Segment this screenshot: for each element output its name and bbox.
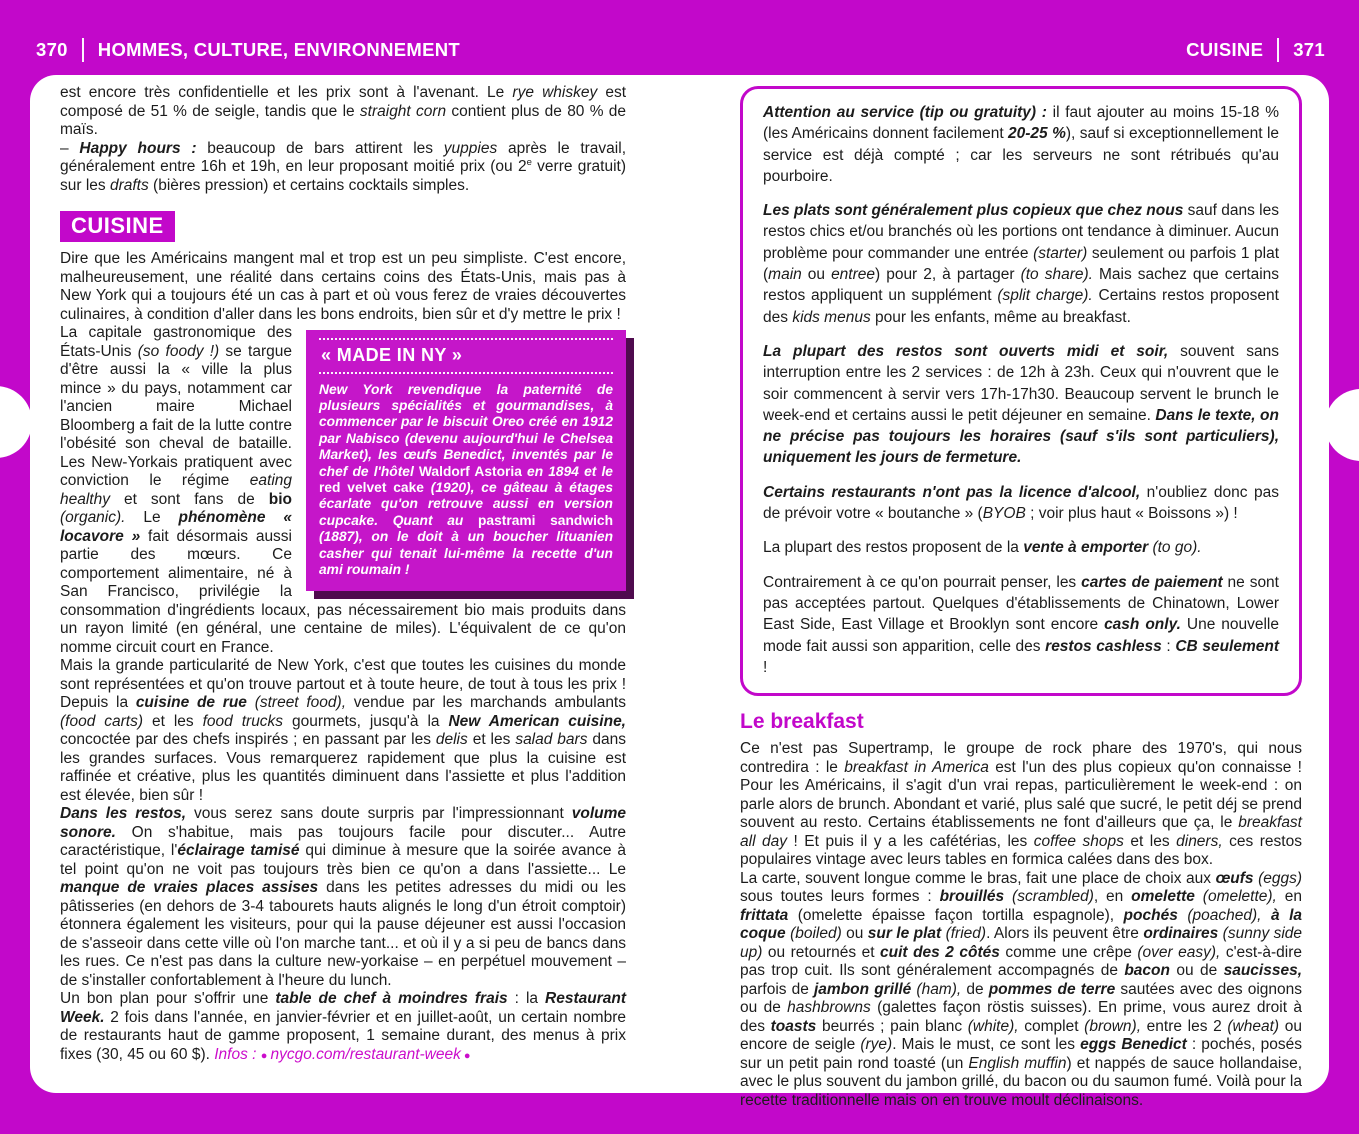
text-run: . Mais le must, ce sont les [892,1036,1081,1054]
made-in-ny-body [319,382,613,579]
text-run: : pochés, posés sur un petit pain rond toasté (un [740,1036,1302,1072]
header-divider [1277,38,1279,62]
paragraph [60,250,626,324]
text-run: 20-25 % [1008,125,1066,143]
text-run: pommes de terre [988,980,1116,998]
text-run: éclairage tamisé [177,842,300,859]
text-run: et les [467,731,516,748]
text-run: bio [268,490,292,508]
text-run: (wheat) [1227,1017,1280,1035]
text-run: La capitale gastronomique des États-Unis [60,324,292,360]
text-run: vente à emporter [1023,539,1149,557]
paragraph [763,341,1279,469]
text-run: (1920), ce gâteau à étages écarlate qu'on retrouve aussi en version cupcake. Quant au [319,479,613,528]
text-run: Dire que les Américains mangent mal et trop est un peu simpliste. C'est encore, malheureusement, une réalité dans certains coins des États-Unis, mais pas à New York qui a toujours été un cas à part et où vous ferez de vraies découvertes culinaires, à condition d'aller dans les bons endroits, bien sûr et d'y mettre le prix ! [60,250,626,323]
text-run: dans les grandes surfaces. Vous remarquerez rapidement que plus la cuisine est raffinée et créative, plus les quantités diminuent dans l'assiette et plus l'addition est élevée, bien sûr ! [60,731,626,804]
text-run: (food carts) [60,712,144,730]
text-run: qui diminue à mesure que la soirée avance à tel point qu'on ne voit pas toujours très bien ce qu'on a dans l'assiette... Le [60,842,626,878]
text-run: c'est-à-dire pas trop cuit. Ils sont généralement accompagnés de [740,943,1302,980]
text-run: coffee shops [1033,832,1124,850]
text-run: (organic). [60,509,126,526]
text-run: CB seulement [1175,637,1279,655]
text-run: : [1161,637,1176,655]
text-run: pour les enfants, même au breakfast. [870,308,1131,326]
text-run: eating healthy [60,472,292,508]
text-run [1261,907,1271,924]
text-run [247,694,255,711]
text-run: il faut ajouter au moins 15-18 % (les Américains donnent facilement [763,104,1279,143]
text-run: est l'un des plus copieux qu'on connaisse ! Pour les Américains, il s'agit d'un vrai repas, particulièrement le week-end : on parle alors de brunch. Abondant et varié, plus salé que sucré, le petit déj se prend souvent au resto. Certains établissements ne font d'ailleurs que ça, le [740,758,1302,832]
text-run: hashbrowns [787,999,871,1017]
header-divider [82,38,84,62]
text-run: (street food), [254,694,346,711]
restaurant-week-link[interactable]: nycgo.com/restaurant-week [270,1045,461,1063]
text-run: Les plats sont généralement plus copieux que chez nous [763,202,1184,220]
bullet-dot: ● [460,1049,471,1062]
text-run: salad bars [515,731,588,748]
text-run: (ham), [916,980,962,998]
text-run: Ce n'est pas Supertramp, le groupe de rock phare des 1970's, qui nous contredira : le [740,740,1302,776]
text-run: (starter) [1033,244,1088,262]
text-run: frittata [740,906,789,924]
text-run: ces restos populaires vintage avec leurs tables en formica calées dans des box. [740,832,1302,869]
paragraph [763,102,1279,187]
text-run: La plupart des restos proposent de la [763,539,1024,557]
text-run: restos cashless [1045,637,1162,655]
text-run: gourmets, jusqu'à la [283,712,449,730]
text-run: à la coque [740,906,1303,943]
text-run: seulement ou parfois 1 plat ( [763,244,1279,284]
text-run: ! Et puis il y a les cafétérias, les [787,832,1034,850]
text-run: après le travail, généralement entre 16h et 19h, en leur proposant moitié prix (ou 2 [60,139,626,175]
text-run: Infos : [214,1045,261,1063]
text-run: La carte, souvent longue comme le bras, fait une place de choix aux [740,869,1216,887]
text-run: (sunny side up) [740,925,1303,961]
text-run: (brown), [1084,1017,1142,1035]
text-run: drafts [109,176,149,194]
text-run: et les [143,712,203,730]
text-run: 2 fois dans l'année, en janvier-février et en juillet-août, un certain nombre de restaurants haut de gamme proposent, 1 semaine durant, des menus à prix fixes (30, 45 ou 60 $). [60,1008,626,1063]
text-run: en 1894 et le [521,463,613,479]
text-run: eggs Benedict [1080,1036,1187,1054]
text-run: ou encore de seigle [740,1017,1302,1054]
running-header-left [36,38,460,62]
text-run: cash only. [1104,616,1181,634]
text-run: est composé de 51 % de seigle, tandis que le [60,84,626,120]
text-run: (omelette), [1202,888,1277,906]
paragraph [60,990,626,1065]
text-run [1004,888,1012,905]
text-run: (to share). [1020,266,1093,284]
paragraph [763,200,1279,328]
page-number-right: 371 [1293,39,1325,60]
text-run: breakfast in America [844,758,989,776]
paragraph-with-sidebar [60,324,626,657]
text-run: (omelette épaisse façon tortilla espagnole), [788,906,1124,924]
section-title-left: HOMMES, CULTURE, ENVIRONNEMENT [97,39,460,60]
text-run: Contrairement à ce qu'on pourrait penser, les [763,573,1082,591]
right-page-column [740,86,1302,1110]
text-run: et sont fans de [109,490,269,508]
text-run: comme une crêpe [999,943,1138,961]
running-header-right [1186,38,1325,62]
text-run: yuppies [443,139,498,157]
text-run: complet [1018,1017,1085,1035]
text-run: n'oubliez donc pas de prévoir votre « boutanche » ( [763,483,1279,523]
text-run: ) et nappés de sauce hollandaise, avec le plus souvent du jambon grillé, du bacon ou du saumon fumé. Voilà pour la recette traditionnelle mais on en trouve moult déclinaisons. [740,1054,1303,1109]
text-run [1178,907,1188,924]
page-edge-notch-left [0,386,32,458]
text-run: jambon grillé [814,980,912,998]
text-run: rye whiskey [512,84,598,101]
text-run: delis [435,731,468,748]
text-run: ; voir plus haut « Boissons ») ! [1025,505,1238,523]
text-run: beaucoup de bars attirent les [196,139,444,157]
text-run: (galettes façon röstis suisses). En prime, vous aurez droit à des [740,999,1302,1035]
text-run: se targue d'être aussi la « ville la plus mince » du pays, notamment car l'ancien maire Michael Bloomberg a fait de la lutte contre l'obésité son cheval de bataille. Les New-Yorkais pratiquent avec conviction le régime [60,342,292,489]
text-run: contient plus de 80 % de maïs. [60,102,626,138]
text-run: ou retournés et [762,943,881,961]
text-run: BYOB [982,505,1026,523]
text-run: volume sonore. [60,805,626,841]
text-run: sur le plat [867,925,942,943]
text-run: vendue par les marchands ambulants [346,694,626,711]
text-run: saucisses, [1223,962,1303,980]
page-edge-notch-right [1325,389,1359,461]
text-run: Certains restaurants n'ont pas la licence d'alcool, [763,483,1141,501]
text-run: : la [507,990,546,1007]
text-run: (scrambled) [1012,888,1094,906]
text-run: Dans le texte, on ne précise pas toujours les horaires (sauf s'ils sont particuliers), uniquement les jours de fermeture. [763,406,1279,467]
text-run: (bières pression) et certains cocktails simples. [148,176,470,194]
text-run: brouillés [939,888,1005,906]
text-run: fait désormais aussi partie des mœurs. Ce comportement alimentaire, né à San Francisco, privilégie la consommation d'ingrédients locaux, pas nécessairement bio mais produits dans un rayon limité (en général, une centaine de miles). L'équivalent de ce qu'on nomme circuit court en France. [60,527,626,656]
text-run: cartes de paiement [1081,573,1223,591]
paragraph [763,537,1279,558]
text-run: (fried) [945,925,987,943]
text-run: (rye) [860,1036,893,1054]
paragraph [60,84,626,140]
text-run: food trucks [202,712,284,730]
text-run: verre gratuit) sur les [60,158,626,194]
text-run: entre les 2 [1141,1017,1228,1035]
paragraph [60,140,626,196]
text-run: entree [831,266,876,284]
text-run: ou [841,925,868,943]
section-title-right: CUISINE [1186,39,1264,60]
text-run: concoctée par des chefs inspirés ; en passant par les [60,731,436,748]
text-run: phénomène « locavore » [60,509,292,545]
text-run: diners, [1176,832,1223,850]
text-run: main [768,266,802,284]
text-run: Mais la grande particularité de New York, c'est que toutes les cuisines du monde sont représentées et qu'on trouve partout et à toute heure, de tout à tous les prix ! Depuis la [60,657,626,711]
text-run: English muffin [968,1054,1067,1072]
text-run: en [1276,888,1302,906]
text-run: (to go). [1152,539,1202,557]
text-run: e [526,156,532,168]
text-run: La plupart des restos sont ouverts midi et soir, [763,342,1169,360]
made-in-ny-title: « MADE IN NY » [319,338,613,374]
made-in-ny-box [306,330,626,591]
text-run: Waldorf Astoria [418,463,522,479]
text-run: ordinaires [1143,925,1219,943]
text-run: Dans les restos, [60,805,187,822]
page-number-left: 370 [36,39,68,60]
text-run: bacon [1124,962,1170,980]
text-run: table de chef à moindres frais [275,990,508,1007]
paragraph [740,870,1302,1111]
text-run: parfois de [740,980,814,998]
text-run: New York revendique la paternité de plusieurs spécialités et gourmandises, à commencer par le biscuit Oreo créé en 1912 par Nabisco (devenu aujourd'hui le Chelsea Market), les œufs Benedict, inventés par le chef de l'hôtel [319,381,613,479]
text-run: pastrami sandwich [477,512,613,528]
text-run: (poached), [1187,906,1262,924]
paragraph [60,657,626,805]
practical-info-box [740,86,1302,696]
text-run: – [60,139,80,157]
text-run: dans les petites adresses du midi ou les pâtisseries (en dehors de 3-4 tabourets hauts alignés le long d'un étroit comptoir) étonnera également les visiteurs, pour qui la pause déjeuner est aussi l'occasion de s'asseoir dans cette ville où l'on marche tant... et où il y a si peu de bancs dans les rues. Ce n'est pas dans la culture new-yorkaise – en perpétuel mouvement – de s'installer confortablement à l'heure du lunch. [60,879,626,989]
text-run: pochés [1123,906,1178,924]
paragraph [740,740,1302,870]
text-run: ) pour 2, à partager [875,266,1021,284]
subsection-heading-breakfast: Le breakfast [740,710,864,734]
text-run: œufs [1215,869,1254,887]
text-run: manque de vraies places assises [60,879,319,896]
text-run: red velvet cake [319,479,424,495]
text-run: ), sauf si exceptionnellement le service est déjà compté ; car les serveurs ne sont rétribués qu'au pourboire. [763,125,1280,185]
text-run: de [961,980,989,998]
text-run: Mais sachez que certains restos appliquent un supplément [763,266,1280,305]
text-run: ne sont pas acceptées partout. Quelques d'établissements de Chinatown, Lower East Side, East Village et Brooklyn sont encore [763,573,1279,634]
text-run: omelette [1131,888,1195,906]
text-run: (white), [967,1017,1019,1035]
text-run: Attention au service (tip ou gratuity) : [763,104,1047,121]
text-run: est encore très confidentielle et les prix sont à l'avenant. Le [60,84,513,101]
text-run: sous toutes leurs formes : [740,888,940,906]
text-run: cuit des 2 côtés [880,943,1000,961]
text-run: Restaurant Week. [60,990,626,1026]
text-run: New American cuisine, [448,712,626,730]
paragraph [763,482,1279,525]
section-heading-cuisine: CUISINE [60,211,175,242]
text-run: Certains restos proposent des [763,287,1279,326]
text-run: sautées avec des oignons ou de [740,980,1302,1017]
text-run: breakfast all day [740,814,1302,850]
text-run: toasts [770,1017,817,1035]
text-run: ! [763,658,768,676]
text-run: (split charge). [997,287,1093,305]
paragraph [763,572,1279,678]
text-run: beurrés ; pain blanc [816,1017,968,1035]
text-run: Une nouvelle mode fait aussi son apparition, celle des [763,616,1279,655]
text-run: Le [125,509,179,526]
text-run: straight corn [359,102,447,120]
text-run: sauf dans les restos chics et/ou branchés où les portions ont tendance à diminuer. Aucun problème pour commander une entrée [763,202,1279,262]
text-run: cuisine de rue [135,694,247,711]
text-run: (boiled) [790,925,842,943]
text-run: , en [1093,888,1132,906]
text-run: ou [801,266,832,284]
left-page-column [60,84,626,1065]
text-run: ou de [1170,962,1224,980]
text-run [1195,888,1203,905]
text-run: (1887), on le doit à un boucher lituanien casher qui tenait lui-même la recette d'un ami roumain ! [319,529,613,577]
text-run: (over easy), [1137,943,1221,961]
text-run: (eggs) [1258,869,1302,887]
text-run: vous serez sans doute surpris par l'impressionnant [186,805,572,822]
text-run: (so foody !) [137,342,220,360]
text-run: kids menus [792,308,871,326]
text-run: Un bon plan pour s'offrir une [60,990,276,1007]
text-run: et les [1123,832,1177,850]
text-run: On s'habitue, mais pas toujours facile pour discuter... Autre caractéristique, l' [60,823,626,859]
text-run: Happy hours : [79,139,197,157]
text-run: . Alors ils peuvent être [986,925,1144,943]
paragraph [60,805,626,990]
text-run: souvent sans interruption entre les 2 services : de 12h à 23h. Ceux qui n'ouvrent que le soir commencent à servir vers 17h-17h30. Beaucoup servent le brunch le week-end et certains aussi le petit déjeuner en semaine. [763,342,1279,424]
bullet-dot: ● [260,1049,271,1062]
